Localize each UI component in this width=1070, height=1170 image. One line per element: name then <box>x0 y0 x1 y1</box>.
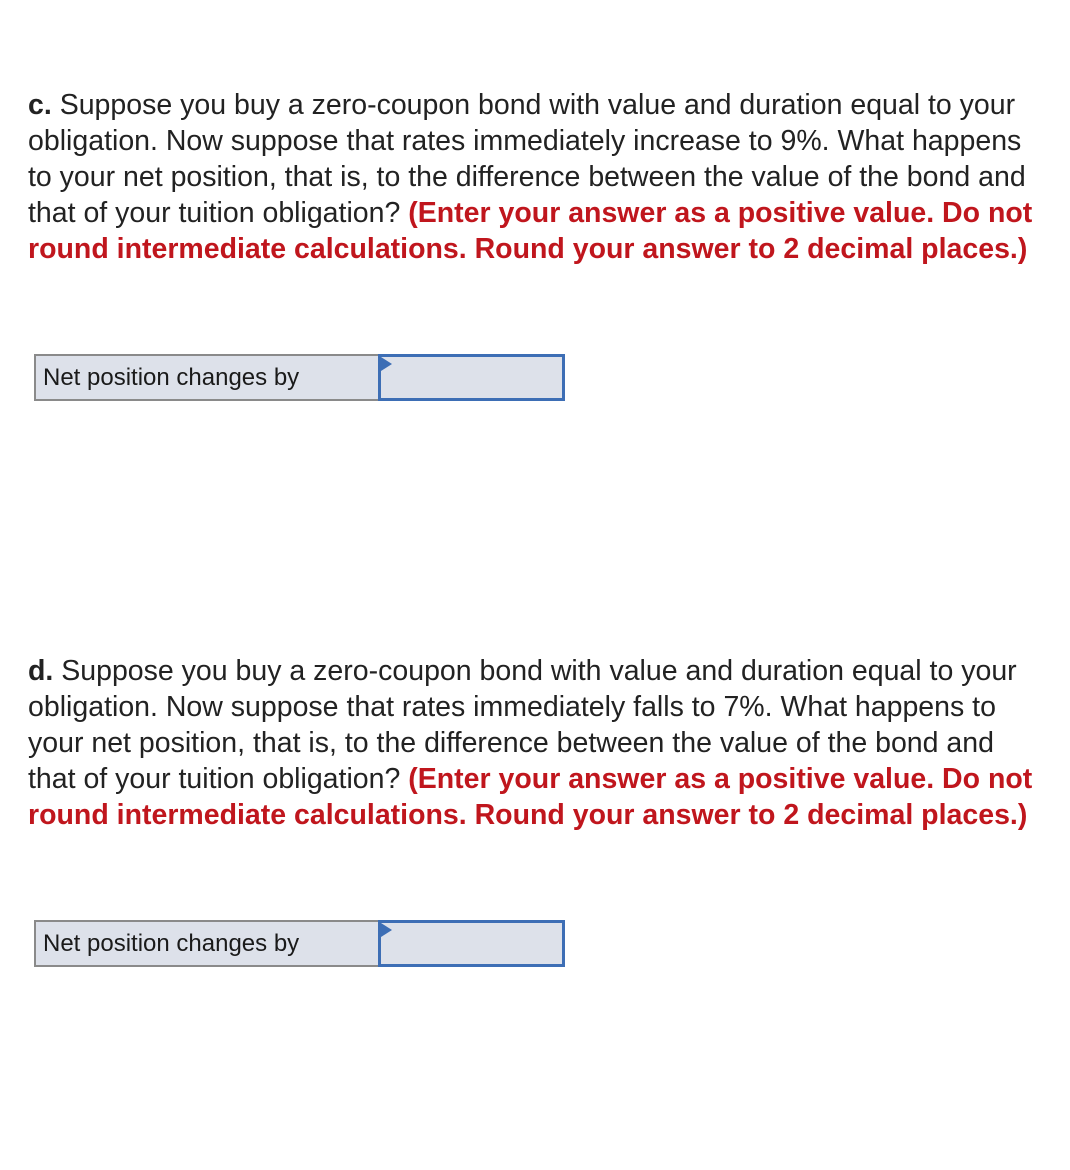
answer-row-c <box>34 354 565 401</box>
question-d-text <box>28 653 1038 833</box>
answer-row-d <box>34 920 565 967</box>
question-c-instruction: (Enter your answer as a positive value. Do not round intermediate calculations. Round your answer to 2 decimal places.) <box>28 197 1033 265</box>
answer-c-input-wrapper <box>378 354 565 401</box>
answer-c-label: Net position changes by <box>34 354 378 401</box>
question-d-body: Suppose you buy a zero-coupon bond with value and duration equal to your obligation. Now suppose that rates immediately falls to 7%. What happens to your net position, that is, to the difference between the value of the bond and that of your tuition obligation? <box>28 655 1017 795</box>
question-d-instruction: (Enter your answer as a positive value. Do not round intermediate calculations. Round your answer to 2 decimal places.) <box>28 763 1033 831</box>
answer-d-label: Net position changes by <box>34 920 378 967</box>
answer-d-input[interactable] <box>378 920 565 967</box>
question-c-body: Suppose you buy a zero-coupon bond with value and duration equal to your obligation. Now suppose that rates immediately increase to 9%. What happens to your net position, that is, to the difference between the value of the bond and that of your tuition obligation? <box>28 89 1026 229</box>
answer-c-input[interactable] <box>378 354 565 401</box>
question-c-text <box>28 87 1038 267</box>
answer-d-input-wrapper <box>378 920 565 967</box>
question-c-letter: c. <box>28 89 52 121</box>
question-d-letter: d. <box>28 655 54 687</box>
